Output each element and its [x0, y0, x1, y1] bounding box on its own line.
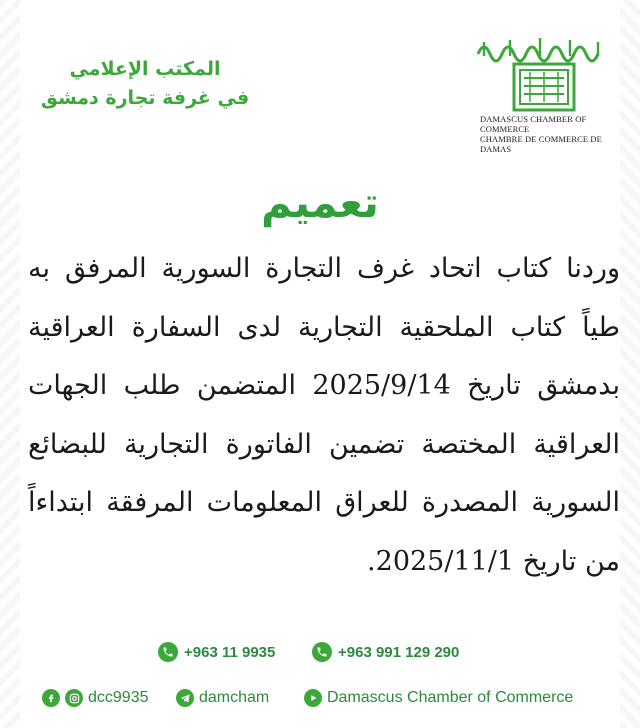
instagram-icon — [65, 689, 83, 707]
media-office-label — [30, 55, 260, 113]
whatsapp-icon — [312, 642, 332, 662]
phone-icon — [158, 642, 178, 662]
social-facebook-instagram[interactable] — [42, 686, 149, 710]
circular-title: تعميم — [261, 178, 379, 227]
office-line-2: في غرفة تجارة دمشق — [40, 87, 250, 109]
telegram-icon — [176, 689, 194, 707]
social-handle-damcham: damcham — [199, 689, 270, 706]
decorative-border-left — [0, 0, 20, 728]
circular-body — [28, 240, 620, 591]
youtube-icon — [304, 689, 322, 707]
social-handle-youtube: Damascus Chamber of Commerce — [327, 689, 574, 706]
phone-mobile-number: +963 991 129 290 — [338, 643, 460, 661]
phone-mobile[interactable] — [312, 640, 459, 664]
chamber-name-french: CHAMBRE DE COMMERCE DE DAMAS — [480, 134, 602, 154]
phone-landline[interactable] — [158, 640, 275, 664]
circular-body-text: وردنا كتاب اتحاد غرف التجارة السورية المرفق به طياً كتاب الملحقية التجارية لدى السفارة العراقية بدمشق تاريخ 2025/9/14 المتضمن طلب الجهات العراقية المختصة تضمين الفاتورة التجارية للبضائع السورية المصدرة للعراق المعلومات المرفقة ابتداءاً من تاريخ 2025/11/1. — [28, 253, 620, 577]
phone-landline-number: +963 11 9935 — [184, 643, 276, 661]
facebook-icon — [42, 689, 60, 707]
social-youtube[interactable] — [304, 686, 573, 710]
chamber-name-latin — [480, 114, 630, 154]
footer-socials — [40, 686, 610, 710]
footer-phones — [150, 640, 480, 664]
chamber-name-english: DAMASCUS CHAMBER OF COMMERCE — [480, 114, 587, 134]
decorative-border-right — [620, 0, 640, 728]
social-telegram[interactable] — [176, 686, 269, 710]
social-handle-dcc: dcc9935 — [88, 689, 149, 706]
office-line-1: المكتب الإعلامي — [69, 58, 221, 80]
